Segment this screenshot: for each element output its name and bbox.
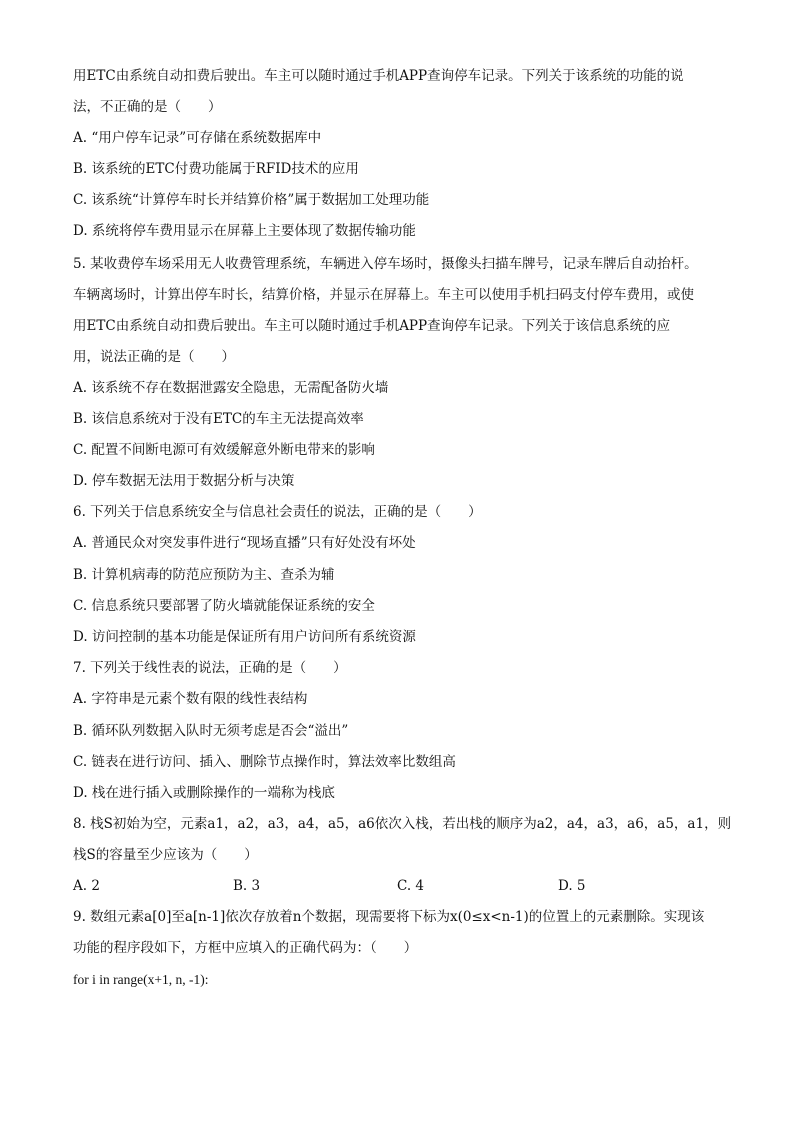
q8-stem-line-2: 栈S的容量至少应该为（ ） — [73, 847, 258, 863]
q5-option-b: B. 该信息系统对于没有ETC的车主无法提高效率 — [73, 411, 364, 427]
q7-option-c: C. 链表在进行访问、插入、删除节点操作时，算法效率比数组高 — [73, 754, 456, 770]
q5-option-c: C. 配置不间断电源可有效缓解意外断电带来的影响 — [73, 442, 375, 458]
q7-option-a: A. 字符串是元素个数有限的线性表结构 — [73, 691, 308, 707]
q8-stem-line-1: 8. 栈S初始为空，元素a1，a2，a3，a4，a5，a6依次入栈，若出栈的顺序为a2，a4，a3，a6，a5，a1，则 — [73, 816, 732, 832]
q5-option-d: D. 停车数据无法用于数据分析与决策 — [73, 473, 295, 489]
q9-stem-line-2: 功能的程序段如下，方框中应填入的正确代码为：（ ） — [73, 940, 418, 956]
q4-option-b: B. 该系统的ETC付费功能属于RFID技术的应用 — [73, 161, 359, 177]
q6-option-d: D. 访问控制的基本功能是保证所有用户访问所有系统资源 — [73, 629, 416, 645]
q5-stem-line-1: 5. 某收费停车场采用无人收费管理系统，车辆进入停车场时，摄像头扫描车牌号，记录车牌后自动抬杆。 — [73, 256, 698, 272]
q8-option-d: D. 5 — [558, 878, 586, 894]
q7-stem: 7. 下列关于线性表的说法，正确的是（ ） — [73, 660, 347, 676]
q4-option-a: A. “用户停车记录”可存储在系统数据库中 — [73, 130, 322, 146]
q9-stem-line-1: 9. 数组元素a[0]至a[n-1]依次存放着n个数据，现需要将下标为x(0≤x<n-1)的位置上的元素删除。实现该 — [73, 909, 705, 925]
q5-stem-line-2: 车辆离场时，计算出停车时长，结算价格，并显示在屏幕上。车主可以使用手机扫码支付停车费用，或使 — [73, 287, 694, 303]
q4-stem-line-2: 法，不正确的是（ ） — [73, 99, 222, 115]
q5-stem-line-3: 用ETC由系统自动扣费后驶出。车主可以随时通过手机APP查询停车记录。下列关于该信息系统的应 — [73, 318, 671, 334]
q7-option-d: D. 栈在进行插入或删除操作的一端称为栈底 — [73, 785, 335, 801]
q9-code-line: for i in range(x+1, n, -1): — [73, 972, 209, 987]
q5-stem-line-4: 用，说法正确的是（ ） — [73, 349, 235, 365]
q4-option-d: D. 系统将停车费用显示在屏幕上主要体现了数据传输功能 — [73, 223, 416, 239]
q6-option-c: C. 信息系统只要部署了防火墙就能保证系统的安全 — [73, 598, 375, 614]
q6-option-b: B. 计算机病毒的防范应预防为主、查杀为辅 — [73, 567, 335, 583]
q4-option-c: C. 该系统“计算停车时长并结算价格”属于数据加工处理功能 — [73, 192, 430, 208]
q6-stem: 6. 下列关于信息系统安全与信息社会责任的说法，正确的是（ ） — [73, 504, 482, 520]
q5-option-a: A. 该系统不存在数据泄露安全隐患，无需配备防火墙 — [73, 380, 389, 396]
q7-option-b: B. 循环队列数据入队时无须考虑是否会“溢出” — [73, 723, 349, 739]
q6-option-a: A. 普通民众对突发事件进行“现场直播”只有好处没有坏处 — [73, 535, 416, 551]
q8-option-c: C. 4 — [397, 878, 425, 894]
q8-option-b: B. 3 — [233, 878, 261, 894]
q4-stem-line-1: 用ETC由系统自动扣费后驶出。车主可以随时通过手机APP查询停车记录。下列关于该系统的功能的说 — [73, 68, 684, 84]
q8-option-a: A. 2 — [73, 878, 100, 894]
